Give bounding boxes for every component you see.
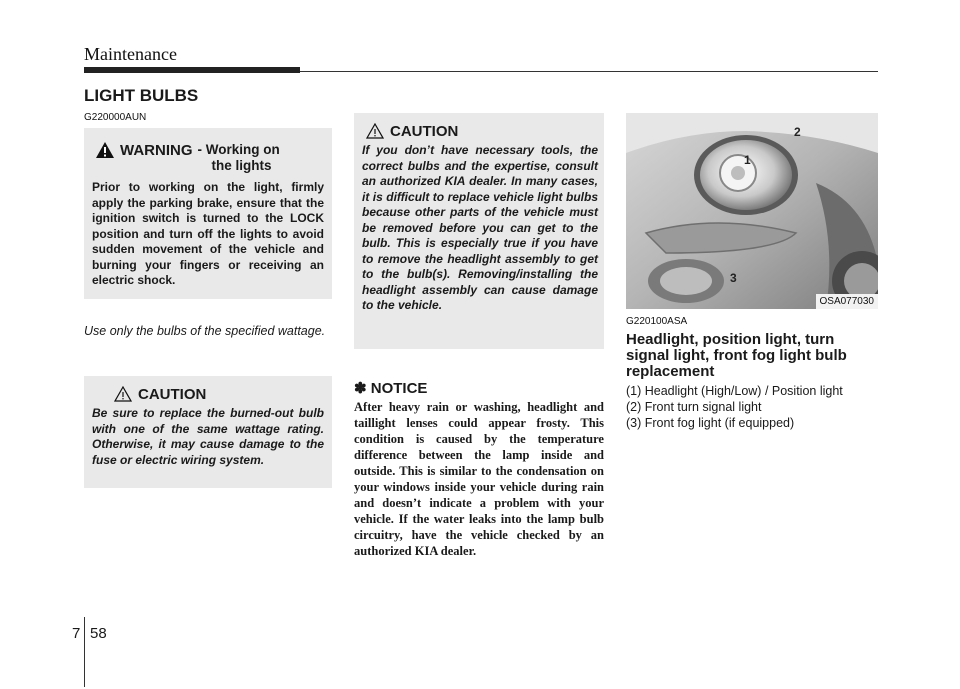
callout-3: 3 xyxy=(730,271,737,285)
car-front-illustration xyxy=(626,113,878,309)
replacement-code: G220100ASA xyxy=(626,316,688,327)
list-item: (1) Headlight (High/Low) / Position light xyxy=(626,384,843,398)
page-title: LIGHT BULBS xyxy=(84,86,199,105)
warning-label: WARNING xyxy=(120,142,193,159)
header-bar xyxy=(84,67,300,73)
notice-body: After heavy rain or washing, headlight and taillight lenses could appear frosty. This condition is caused by the temperature difference between the lamp inside and outside. This is similar to the condensation on your windows inside your vehicle during rain and doesn’t indicate a problem with your vehicle. If the water leaks into the lamp bulb circuitry, have the vehicle checked by an authorized KIA dealer. xyxy=(354,400,604,558)
callout-1: 1 xyxy=(744,153,751,167)
caution-triangle-icon xyxy=(114,386,132,402)
caution-1-body: Be sure to replace the burned-out bulb with one of the same wattage rating. Otherwise, it may cause damage to the fuse or electric wiring system. xyxy=(92,406,324,467)
replacement-list xyxy=(626,383,886,431)
section-title: Maintenance xyxy=(84,44,177,64)
notice-label: NOTICE xyxy=(370,380,428,397)
warning-triangle-icon xyxy=(96,142,114,158)
headlight-figure xyxy=(626,113,878,309)
footer-separator xyxy=(84,617,85,687)
warning-subtitle-line1: - Working on xyxy=(197,142,280,157)
list-item: (3) Front fog light (if equipped) xyxy=(626,416,795,430)
wattage-note: Use only the bulbs of the specified wattage. xyxy=(84,324,326,338)
page-number: 58 xyxy=(90,625,107,642)
header-rule xyxy=(300,71,878,72)
chapter-number: 7 xyxy=(72,625,81,642)
caution-box-1 xyxy=(84,376,332,488)
replacement-heading: Headlight, position light, turn signal light, front fog light bulb replacement xyxy=(626,331,847,380)
caution-1-label: CAUTION xyxy=(138,386,207,403)
warning-subtitle-line2: the lights xyxy=(211,158,272,173)
section-code: G220000AUN xyxy=(84,112,147,123)
list-item: (2) Front turn signal light xyxy=(626,400,762,414)
caution-2-body: If you don’t have necessary tools, the correct bulbs and the expertise, consult an authorized KIA dealer. In many cases, it is difficult to replace vehicle light bulbs because other parts of the vehicle must be removed before you can get to the bulb. This is especially true if you have to remove the headlight assembly to get to the bulb(s). Removing/installing the headlight assembly can cause damage to the vehicle. xyxy=(362,143,598,312)
callout-2: 2 xyxy=(794,125,801,139)
warning-box xyxy=(84,128,332,299)
notice-symbol: ✽ xyxy=(354,380,367,397)
figure-code: OSA077030 xyxy=(816,294,879,309)
caution-2-label: CAUTION xyxy=(390,123,459,140)
notice-heading xyxy=(354,379,427,397)
caution-box-2 xyxy=(354,113,604,349)
warning-body: Prior to working on the light, firmly apply the parking brake, ensure that the ignition switch is turned to the LOCK position and turn off the lights to avoid sudden movement of the vehicle and burning your fingers or receiving an electric shock. xyxy=(92,180,324,287)
caution-triangle-icon xyxy=(366,123,384,139)
